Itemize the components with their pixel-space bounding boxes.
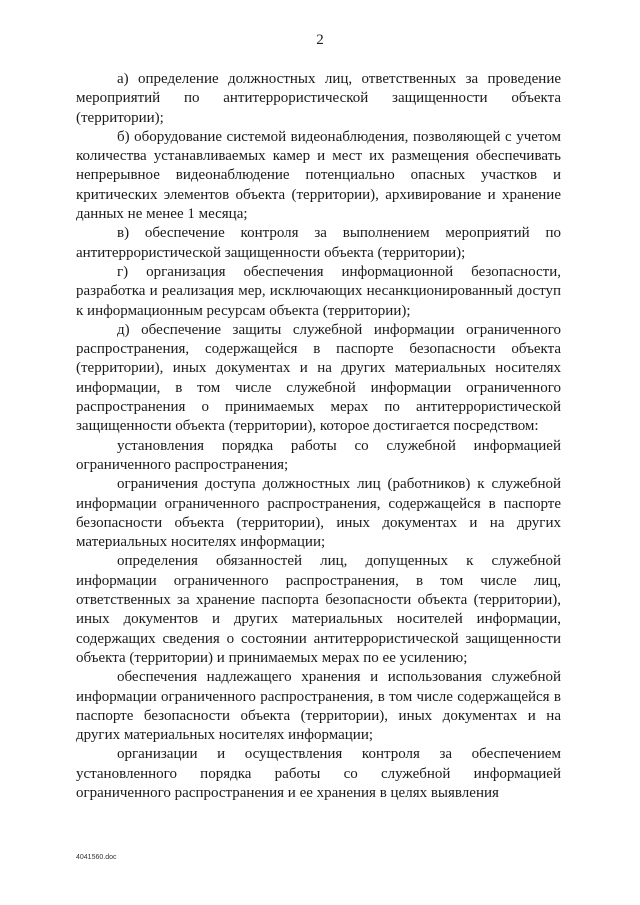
footer-filename: 4041560.doc — [76, 854, 117, 861]
paragraph-item: определения обязанностей лиц, допущенных к служебной информации ограниченного распространения, в том числе лиц, ответственных за хранение паспорта безопасности объекта (территории), иных документов и других материальных носителей информации, содержащих сведения о состоянии антитеррористической защищенности объекта (территории) и принимаемых мерах по ее усилению; — [76, 553, 561, 666]
paragraph-item: обеспечения надлежащего хранения и использования служебной информации ограниченного распространения, в том числе содержащейся в паспорте безопасности объекта (территории), иных документах и на других материальных носителях информации; — [76, 669, 561, 744]
document-body — [76, 70, 561, 803]
paragraph-g: г) организация обеспечения информационной безопасности, разработка и реализация мер, исключающих несанкционированный доступ к информационным ресурсам объекта (территории); — [76, 263, 561, 319]
paragraph-item: организации и осуществления контроля за обеспечением установленного порядка работы со служебной информацией ограниченного распространения и ее хранения в целях выявления — [76, 746, 561, 801]
paragraph-item: ограничения доступа должностных лиц (работников) к служебной информации ограниченного распространения, содержащейся в паспорте безопасности объекта (территории), иных документах и на других материальных носителях информации; — [76, 476, 561, 551]
paragraph-a: а) определение должностных лиц, ответственных за проведение мероприятий по антитеррористической защищенности объекта (территории); — [76, 71, 561, 126]
paragraph-d: д) обеспечение защиты служебной информации ограниченного распространения, содержащейся в паспорте безопасности объекта (территории), иных документах и на других материальных носителях информации, в том числе служебной информации ограниченного распространения о принимаемых мерах по антитеррористической защищенности объекта (территории), которое достигается посредством: — [76, 321, 561, 435]
paragraph-b: б) оборудование системой видеонаблюдения, позволяющей с учетом количества устанавливаемых камер и мест их размещения обеспечивать непрерывное видеонаблюдение потенциально опасных участков и критических элементов объекта (территории), архивирование и хранение данных не менее 1 месяца; — [76, 128, 561, 223]
page-number: 2 — [316, 32, 324, 48]
paragraph-v: в) обеспечение контроля за выполнением мероприятий по антитеррористической защищенности объекта (территории); — [76, 225, 561, 261]
paragraph-item: установления порядка работы со служебной информацией ограниченного распространения; — [76, 437, 561, 473]
